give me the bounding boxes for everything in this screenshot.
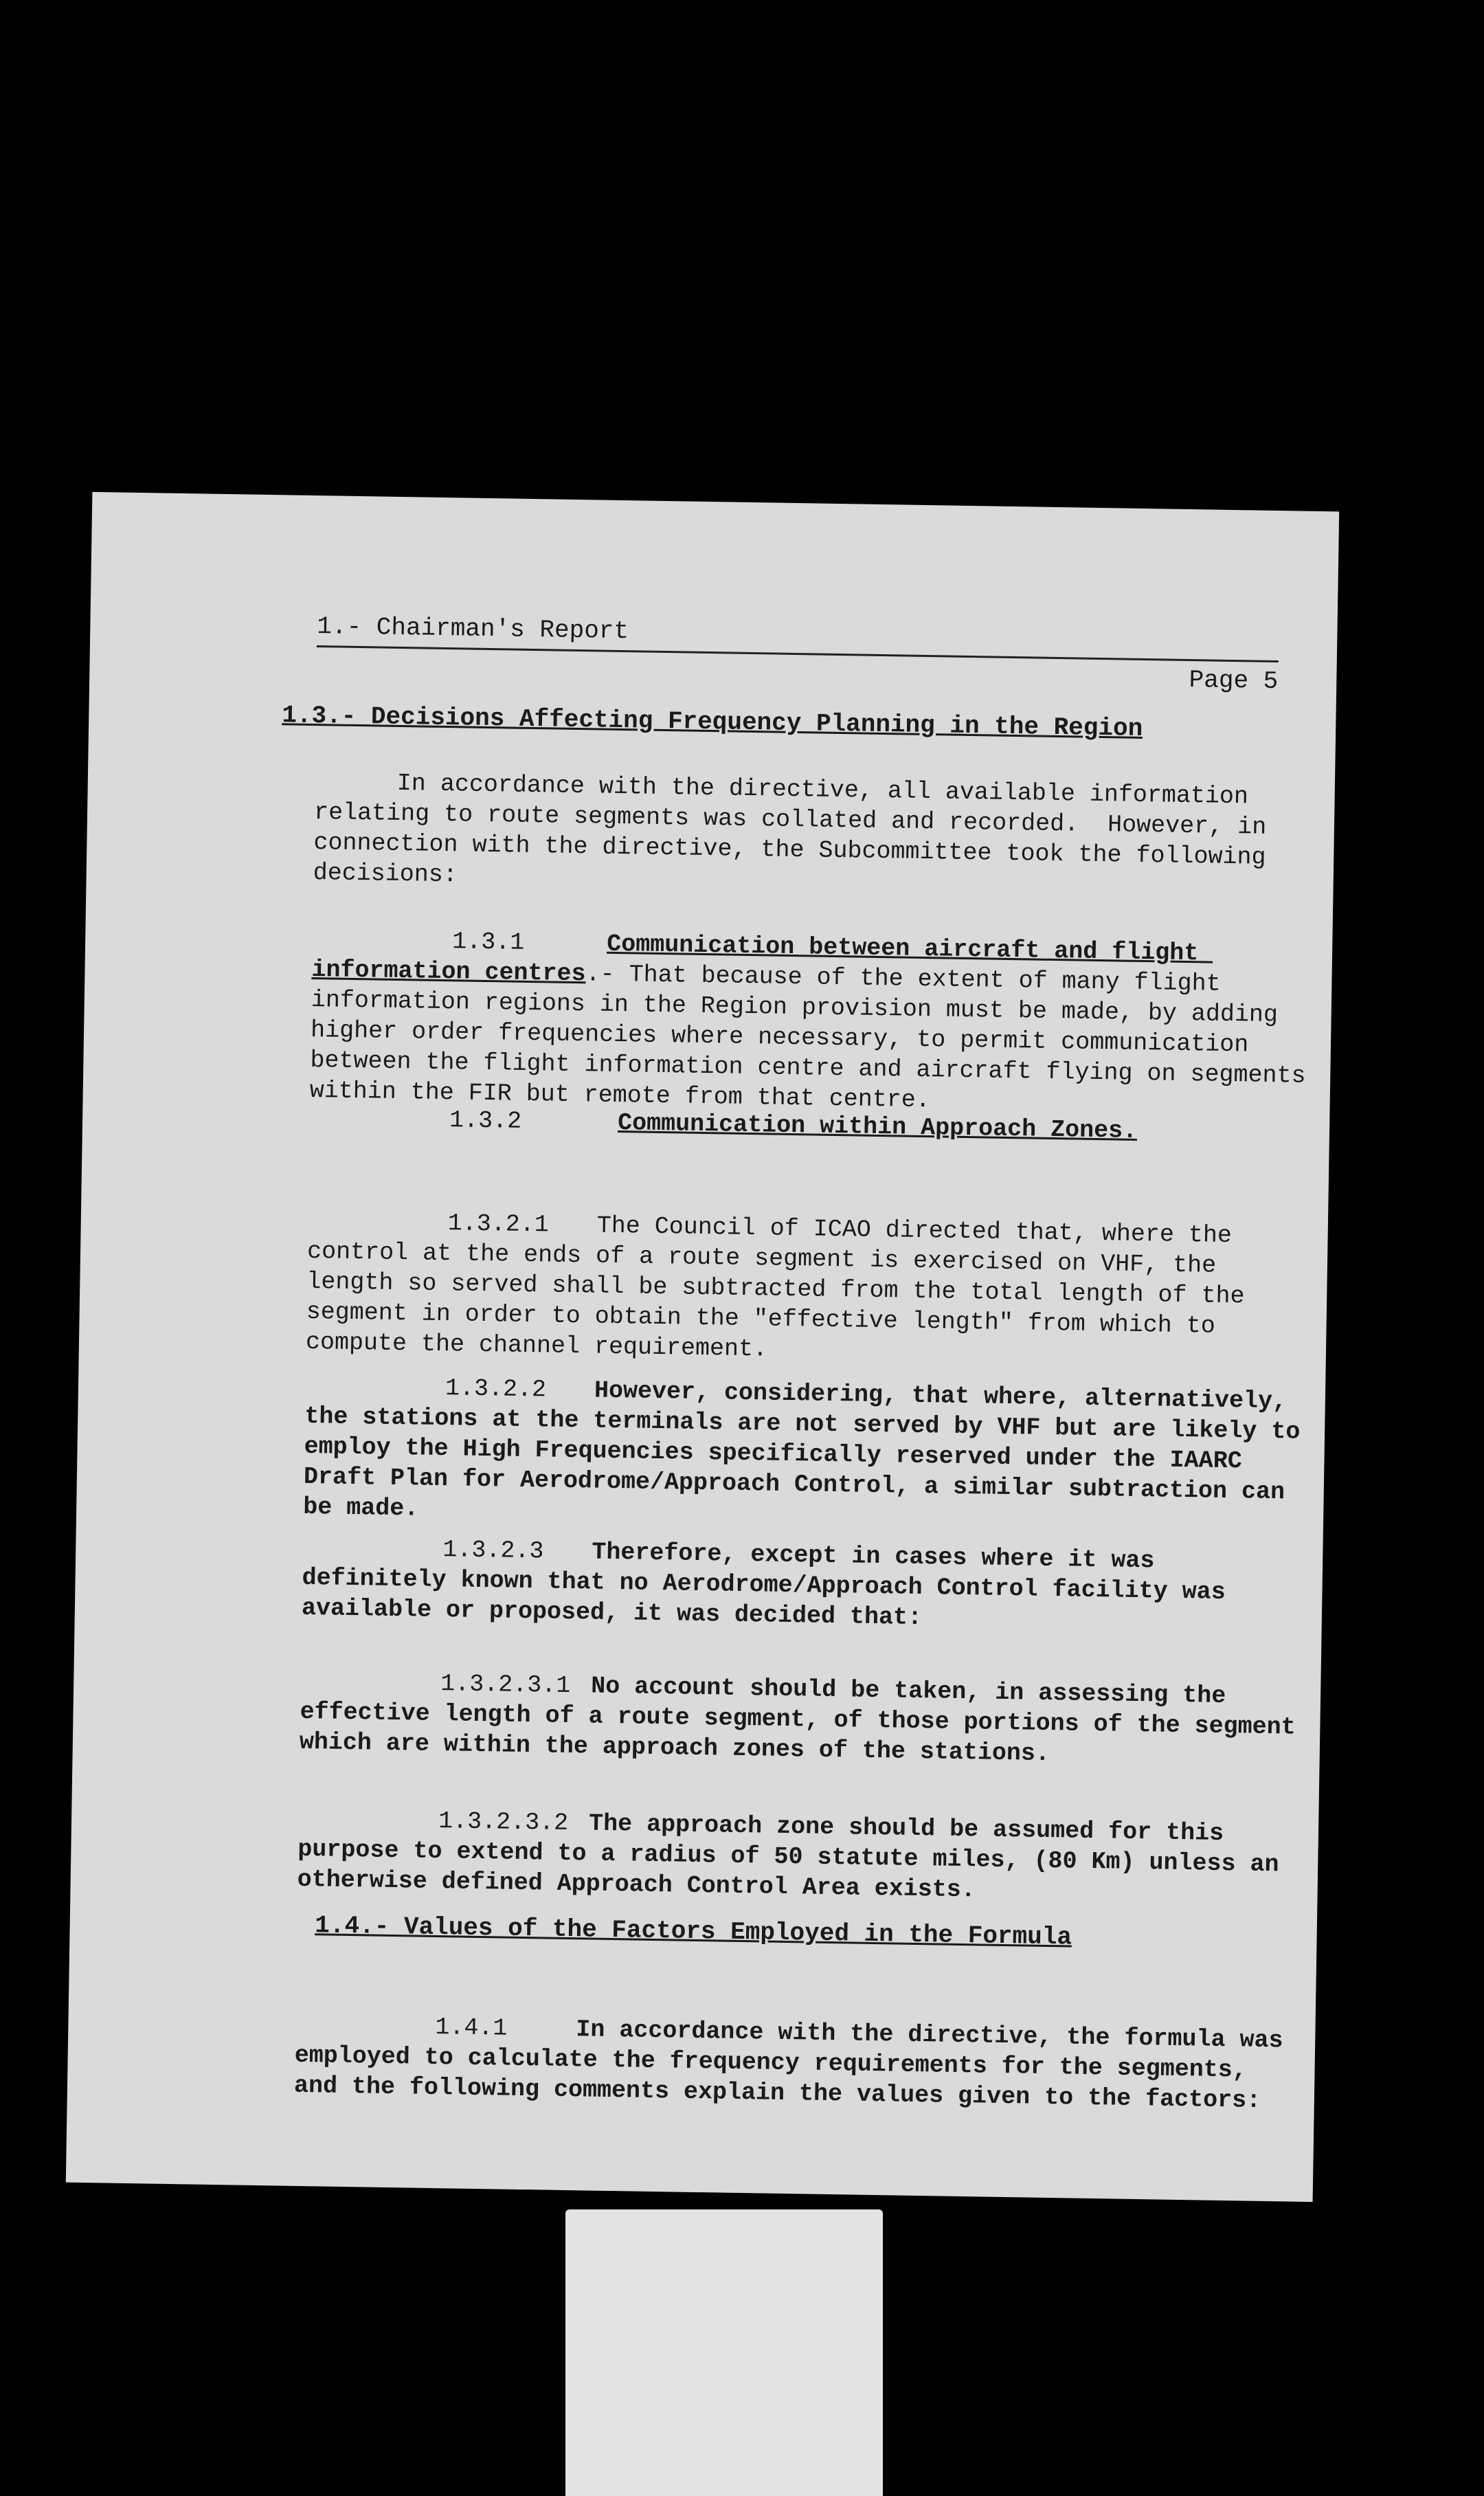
paragraph-number: 1.3.2.3 bbox=[442, 1536, 544, 1565]
paragraph-number: 1.3.2.2 bbox=[445, 1374, 547, 1404]
paragraph-text: In accordance with the directive, the formula was employed to calculate the frequency requirements for the segments, and the following comments explain the values given to the factors: bbox=[293, 2016, 1298, 2115]
section-heading-1-3: 1.3.- Decisions Affecting Frequency Planning in the Region bbox=[282, 701, 1143, 743]
report-title: 1.- Chairman's Report bbox=[317, 612, 629, 646]
paragraph-title: Communication between aircraft and flight information centres bbox=[311, 930, 1213, 988]
intro-paragraph: In accordance with the directive, all available information relating to route segments was collated and recorded. However, in connection with the directive, the Subcommittee took the following decisions: bbox=[313, 769, 1281, 889]
paragraph-number: 1.3.2.3.1 bbox=[440, 1670, 571, 1700]
paragraph-number: 1.4.1 bbox=[435, 2014, 508, 2042]
scan-calibration-card bbox=[565, 2209, 883, 2496]
page-number: Page 5 bbox=[1189, 666, 1279, 696]
paragraph-text: The approach zone should be assumed for this purpose to extend to a radius of 50 statute miles, (80 Km) unless an otherwise defined Approach Control Area exists. bbox=[297, 1809, 1294, 1904]
paragraph-text: No account should be taken, in assessing the effective length of a route segment, of those portions of the segment which are within the approach zones of the stations. bbox=[299, 1672, 1310, 1768]
header-divider bbox=[317, 645, 1279, 662]
paragraph-text: However, considering, that where, alternatively, the stations at the terminals are not served by VHF but are likely to employ the High Frequencies specifically reserved under the IAARC Draft Plan for Aerodrome/Approach Control, a similar subtraction can be made. bbox=[302, 1377, 1315, 1523]
paragraph-title: Communication within Approach Zones. bbox=[617, 1109, 1138, 1145]
paragraph-number: 1.3.2.3.2 bbox=[438, 1807, 569, 1838]
paragraph-1-4-1 bbox=[293, 1980, 1298, 2147]
paragraph-1-3-2 bbox=[308, 1073, 1313, 1179]
paragraph-text: .- That because of the extent of many flight information regions in the Region provision must be made, by adding higher order frequencies where necessary, to permit communication between the flight information centre and aircraft flying on segments within the FIR but remote from that centre. bbox=[309, 960, 1320, 1115]
paragraph-number: 1.3.2 bbox=[449, 1106, 522, 1135]
paragraph-text: Therefore, except in cases where it was definitely known that no Aerodrome/Approach Control facility was available or proposed, it was decided that: bbox=[301, 1538, 1241, 1632]
paragraph-number: 1.3.2.1 bbox=[447, 1210, 550, 1239]
page-header bbox=[316, 612, 1279, 710]
paragraph-number: 1.3.1 bbox=[451, 928, 525, 957]
document-page bbox=[66, 492, 1339, 2202]
section-heading-1-4: 1.4.- Values of the Factors Employed in the Formula bbox=[314, 1911, 1072, 1952]
paragraph-text: The Council of ICAO directed that, where the control at the ends of a route segment is exercised on VHF, the length so served shall be subtracted from the total length of the segment in order to obtain the "effective length" from which to compute the channel requirement. bbox=[305, 1212, 1259, 1363]
